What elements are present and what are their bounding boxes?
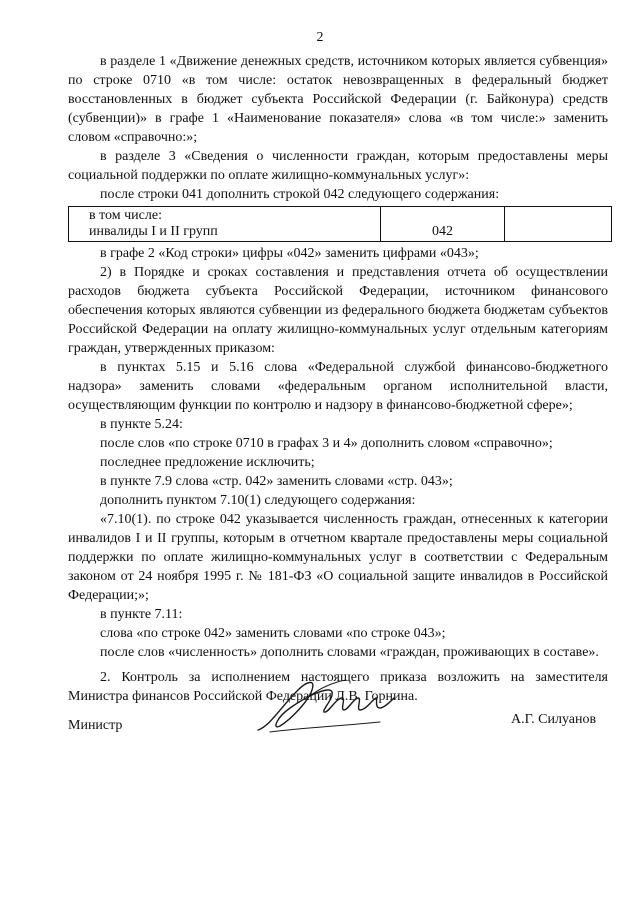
signatory-title: Министр	[68, 718, 123, 733]
signatory-name: А.Г. Силуанов	[511, 712, 597, 727]
paragraph: в графе 2 «Код строки» цифры «042» заменить цифрами «043»;	[100, 246, 479, 261]
inserted-row-table	[68, 206, 612, 242]
document-body	[68, 52, 608, 706]
paragraph: после строки 041 дополнить строкой 042 следующего содержания:	[100, 187, 500, 202]
paragraph: после слов «по строке 0710 в графах 3 и 4» дополнить словом «справочно»;	[100, 436, 553, 451]
table-cell-line: в том числе:	[89, 208, 162, 223]
table-cell-code: 042	[380, 207, 505, 242]
paragraph: в пунктах 5.15 и 5.16 слова «Федеральной службой финансово-бюджетного надзора» заменить словами «федеральным органом исполнительной власти, осуществляющим функции по контролю и надзору в финансово-бюджетной сфере»;	[68, 360, 608, 413]
paragraph: слова «по строке 042» заменить словами «по строке 043»;	[100, 626, 446, 641]
table-row	[69, 207, 612, 242]
page-number: 2	[316, 30, 324, 45]
paragraph: «7.10(1). по строке 042 указывается численность граждан, отнесенных к категории инвалидов I и II группы, которым в отчетном квартале предоставлены меры социальной поддержки по оплате жилищно-коммунальных услуг в соответствии с Федеральным законом от 24 ноября 1995 г. № 181-ФЗ «О социальной защите инвалидов в Российской Федерации;»;	[68, 512, 608, 603]
paragraph: 2. Контроль за исполнением настоящего приказа возложить на заместителя Министра финансов Российской Федерации Л.В. Горнина.	[68, 670, 608, 704]
signature-block	[0, 668, 640, 758]
table-cell-line: инвалиды I и II групп	[89, 224, 218, 239]
table-cell-name	[69, 207, 381, 242]
table-cell-empty	[505, 207, 612, 242]
paragraph: в пункте 5.24:	[100, 417, 183, 432]
handwritten-signature	[250, 668, 400, 738]
paragraph: 2) в Порядке и сроках составления и представления отчета об осуществлении расходов бюджета субъекта Российской Федерации, источником финансового обеспечения которых являются субвенции из федерального бюджета бюджетам субъектов Российской Федерации на оплату жилищно-коммунальных услуг отдельным категориям граждан, утвержденных приказом:	[68, 265, 608, 356]
paragraph: последнее предложение исключить;	[100, 455, 315, 470]
paragraph: в разделе 1 «Движение денежных средств, источником которых является субвенция» по строке 0710 «в том числе: остаток невозвращенных в федеральный бюджет восстановленных в бюджет субъекта Российской Федерации (г. Байконура) средств (субвенции)» в графе 1 «Наименование показателя» слова «в том числе:» заменить словом «справочно:»;	[68, 54, 608, 145]
paragraph: в пункте 7.9 слова «стр. 042» заменить словами «стр. 043»;	[100, 474, 453, 489]
paragraph: в пункте 7.11:	[100, 607, 183, 622]
paragraph: в разделе 3 «Сведения о численности граждан, которым предоставлены меры социальной поддержки по оплате жилищно-коммунальных услуг»:	[68, 149, 608, 183]
paragraph: дополнить пунктом 7.10(1) следующего содержания:	[100, 493, 416, 508]
paragraph: после слов «численность» дополнить словами «граждан, проживающих в составе».	[100, 645, 599, 660]
